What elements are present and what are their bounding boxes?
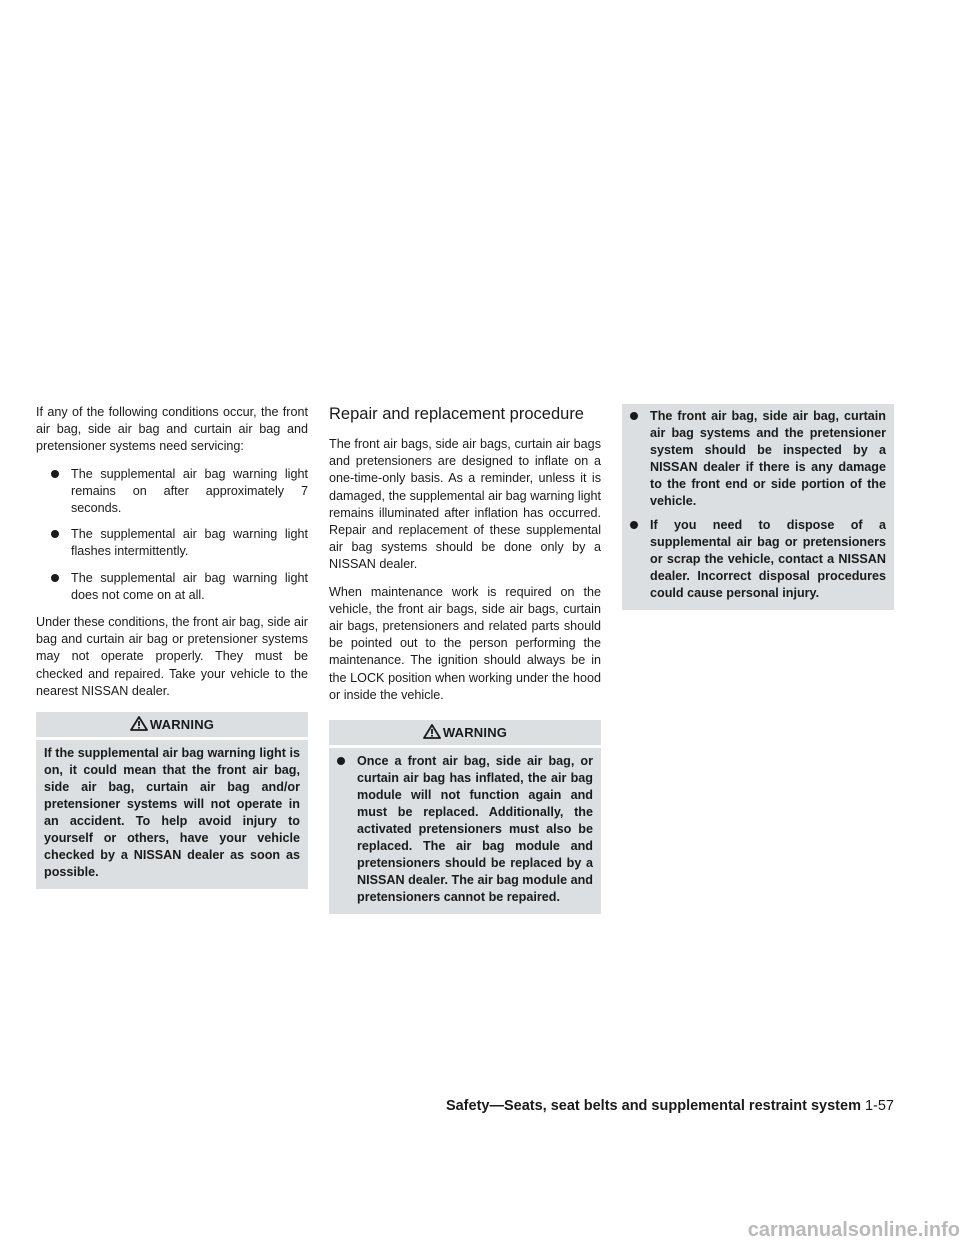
warning-box bbox=[329, 720, 601, 914]
list-item bbox=[51, 526, 308, 560]
bullet-icon bbox=[630, 412, 638, 420]
conditions-paragraph: Under these conditions, the front air bag, side air bag and curtain air bag or pretensioner systems may not operate properly. They must be checked and repaired. Take your vehicle to the nearest NISSAN dealer. bbox=[36, 615, 308, 698]
warning-header bbox=[329, 720, 601, 748]
list-item-text: The front air bag, side air bag, curtain air bag systems and the pretensioner system should be inspected by a NISSAN dealer if there is any damage to the front end or side portion of the vehicle. bbox=[650, 409, 886, 508]
warning-header bbox=[36, 712, 308, 740]
section-name: Safety—Seats, seat belts and supplemental restraint system bbox=[445, 1098, 861, 1114]
maintenance-paragraph: When maintenance work is required on the vehicle, the front air bags, side air bags, curtain air bags, pretensioners and related parts should be pointed out to the person performing the maintenance. The ignition should always be in the LOCK position when working under the hood or inside the vehicle. bbox=[329, 584, 601, 702]
bullet-icon bbox=[51, 574, 59, 582]
list-item bbox=[630, 408, 886, 510]
warning-title: WARNING bbox=[442, 725, 508, 741]
warning-triangle-icon bbox=[423, 724, 441, 739]
list-item-text: Once a front air bag, side air bag, or curtain air bag has inflated, the air bag module will not function again and must be replaced. Additionally, the activated pretensioners must also be replaced. The air bag module and pretensioners should be replaced by a NISSAN dealer. The air bag module and pretensioners cannot be repaired. bbox=[357, 754, 593, 905]
watermark: carmanualsonline.info bbox=[747, 1219, 960, 1241]
list-item bbox=[51, 466, 308, 518]
warning-text: If the supplemental air bag warning light is on, it could mean that the front air bag, side air bag, curtain air bag and/or pretensioner systems will not operate in an accident. To help avoid injury to yourself or others, have your vehicle checked by a NISSAN dealer as soon as possible. bbox=[44, 746, 300, 880]
bullet-icon bbox=[51, 530, 59, 538]
column-middle bbox=[329, 404, 601, 914]
warning-title: WARNING bbox=[149, 717, 215, 733]
list-item-text: The supplemental air bag warning light flashes intermittently. bbox=[71, 527, 308, 559]
page-number: 1-57 bbox=[864, 1098, 894, 1114]
list-item bbox=[51, 570, 308, 604]
warning-list bbox=[337, 753, 593, 906]
bullet-icon bbox=[337, 757, 345, 765]
list-item-text: The supplemental air bag warning light remains on after approximately 7 seconds. bbox=[71, 466, 308, 516]
intro-paragraph: If any of the following conditions occur, the front air bag, side air bag and curtain air bag and pretensioner systems need servicing: bbox=[36, 405, 308, 454]
bullet-icon bbox=[51, 470, 59, 478]
column-left bbox=[36, 404, 308, 889]
conditions-list bbox=[36, 466, 308, 604]
warning-box bbox=[36, 712, 308, 889]
bullet-icon bbox=[630, 521, 638, 529]
warning-continued-box bbox=[622, 404, 894, 610]
list-item-text: The supplemental air bag warning light does not come on at all. bbox=[71, 570, 308, 602]
page-footer bbox=[446, 1098, 894, 1114]
warning-list bbox=[630, 408, 886, 602]
warning-body bbox=[329, 748, 601, 914]
column-right bbox=[622, 404, 894, 610]
repair-paragraph: The front air bags, side air bags, curtain air bags and pretensioners are designed to inflate on a one-time-only basis. As a reminder, unless it is damaged, the supplemental air bag warning light remains illuminated after inflation has occurred. Repair and replacement of these supplemental air bag systems should be done only by a NISSAN dealer. bbox=[329, 437, 601, 572]
list-item-text: If you need to dispose of a supplemental air bag or pretensioners or scrap the vehicle, contact a NISSAN dealer. Incorrect disposal procedures could cause personal injury. bbox=[650, 518, 886, 600]
list-item bbox=[337, 753, 593, 906]
warning-triangle-icon bbox=[130, 716, 148, 731]
section-heading: Repair and replacement procedure bbox=[329, 405, 584, 423]
list-item bbox=[630, 517, 886, 602]
